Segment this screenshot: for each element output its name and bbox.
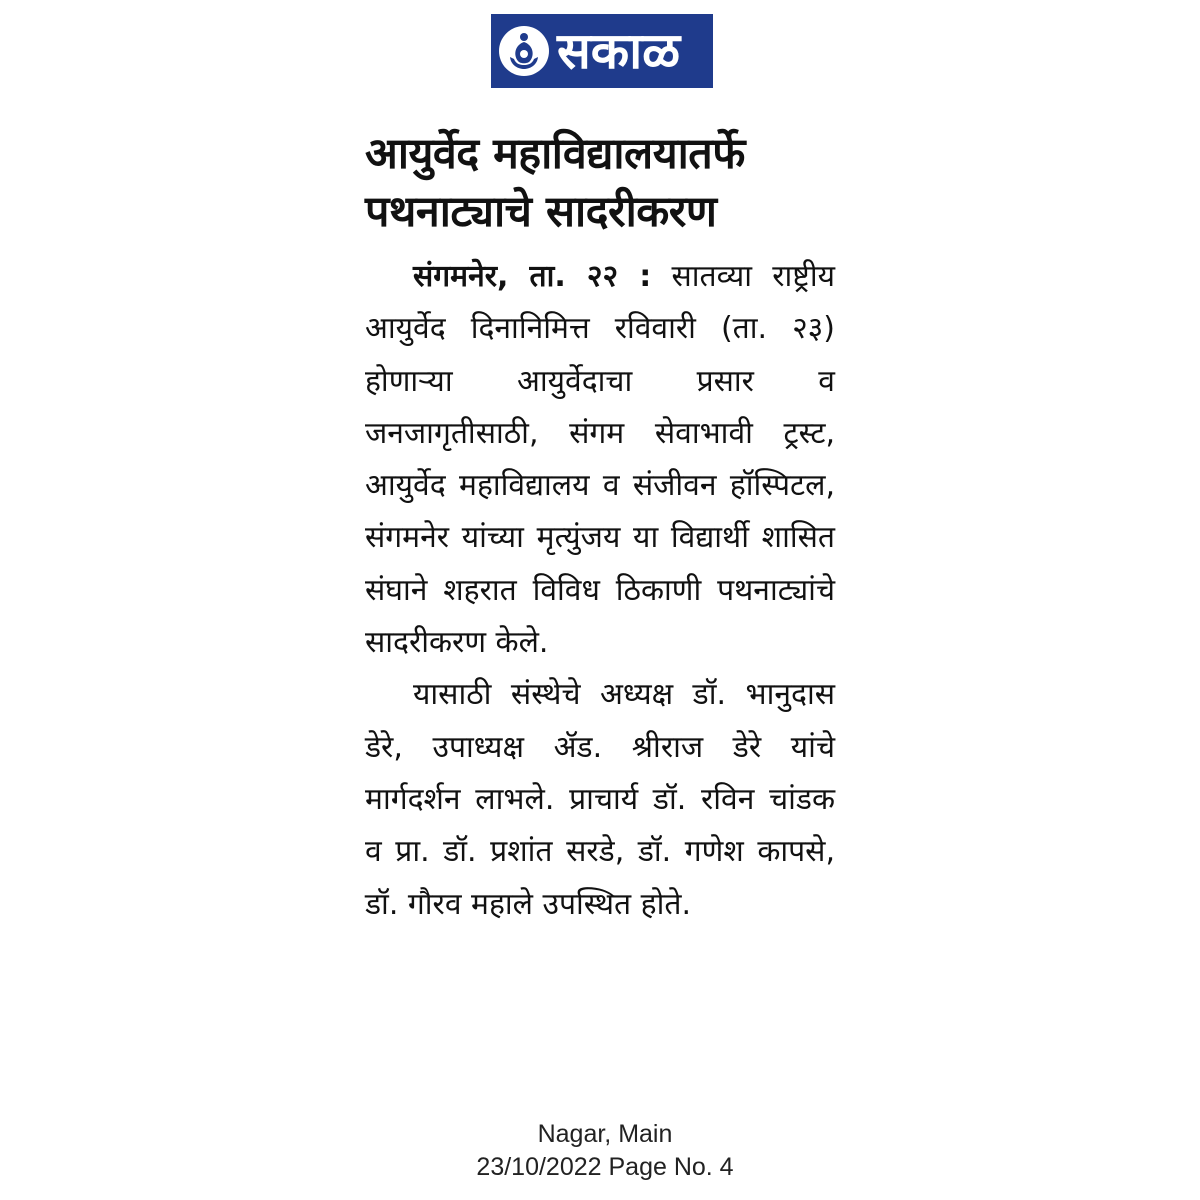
edition-label: Nagar, Main <box>537 1120 673 1148</box>
paragraph-2-body: यासाठी संस्थेचे अध्यक्ष डॉ. भानुदास डेरे, उपाध्यक्ष ॲड. श्रीराज डेरे यांचे मार्गदर्शन लाभले. प्राचार्य डॉ. रविन चांडक व प्रा. डॉ. प्रशांत सरडे, डॉ. गणेश कापसे, डॉ. गौरव महाले उपस्थित होते. <box>365 677 835 922</box>
news-article <box>365 125 835 931</box>
article-headline <box>365 125 835 241</box>
paragraph-1-body: सातव्या राष्ट्रीय आयुर्वेद दिनानिमित्त रविवारी (ता. २३) होणाऱ्या आयुर्वेदाचा प्रसार व जनजागृतीसाठी, संगम सेवाभावी ट्रस्ट, आयुर्वेद महाविद्यालय व संजीवन हॉस्पिटल, संगमनेर यांच्या मृत्युंजय या विद्यार्थी शासित संघाने शहरात विविध ठिकाणी पथनाट्यांचे सादरीकरण केले. <box>365 259 835 661</box>
date-page-label: 23/10/2022 Page No. 4 <box>476 1153 734 1181</box>
masthead-title: सकाळ <box>557 22 681 80</box>
sakal-emblem-icon <box>499 26 549 76</box>
emblem-graphic <box>506 31 542 71</box>
headline-line-1: आयुर्वेद महाविद्यालयातर्फे <box>365 129 745 179</box>
newspaper-masthead <box>491 14 713 88</box>
headline-line-2: पथनाट्याचे सादरीकरण <box>365 187 717 237</box>
article-paragraph-2 <box>365 669 835 930</box>
article-dateline: संगमनेर, ता. २२ : <box>413 259 652 294</box>
article-paragraph-1 <box>365 251 835 669</box>
clipping-source-footer <box>440 1118 770 1184</box>
